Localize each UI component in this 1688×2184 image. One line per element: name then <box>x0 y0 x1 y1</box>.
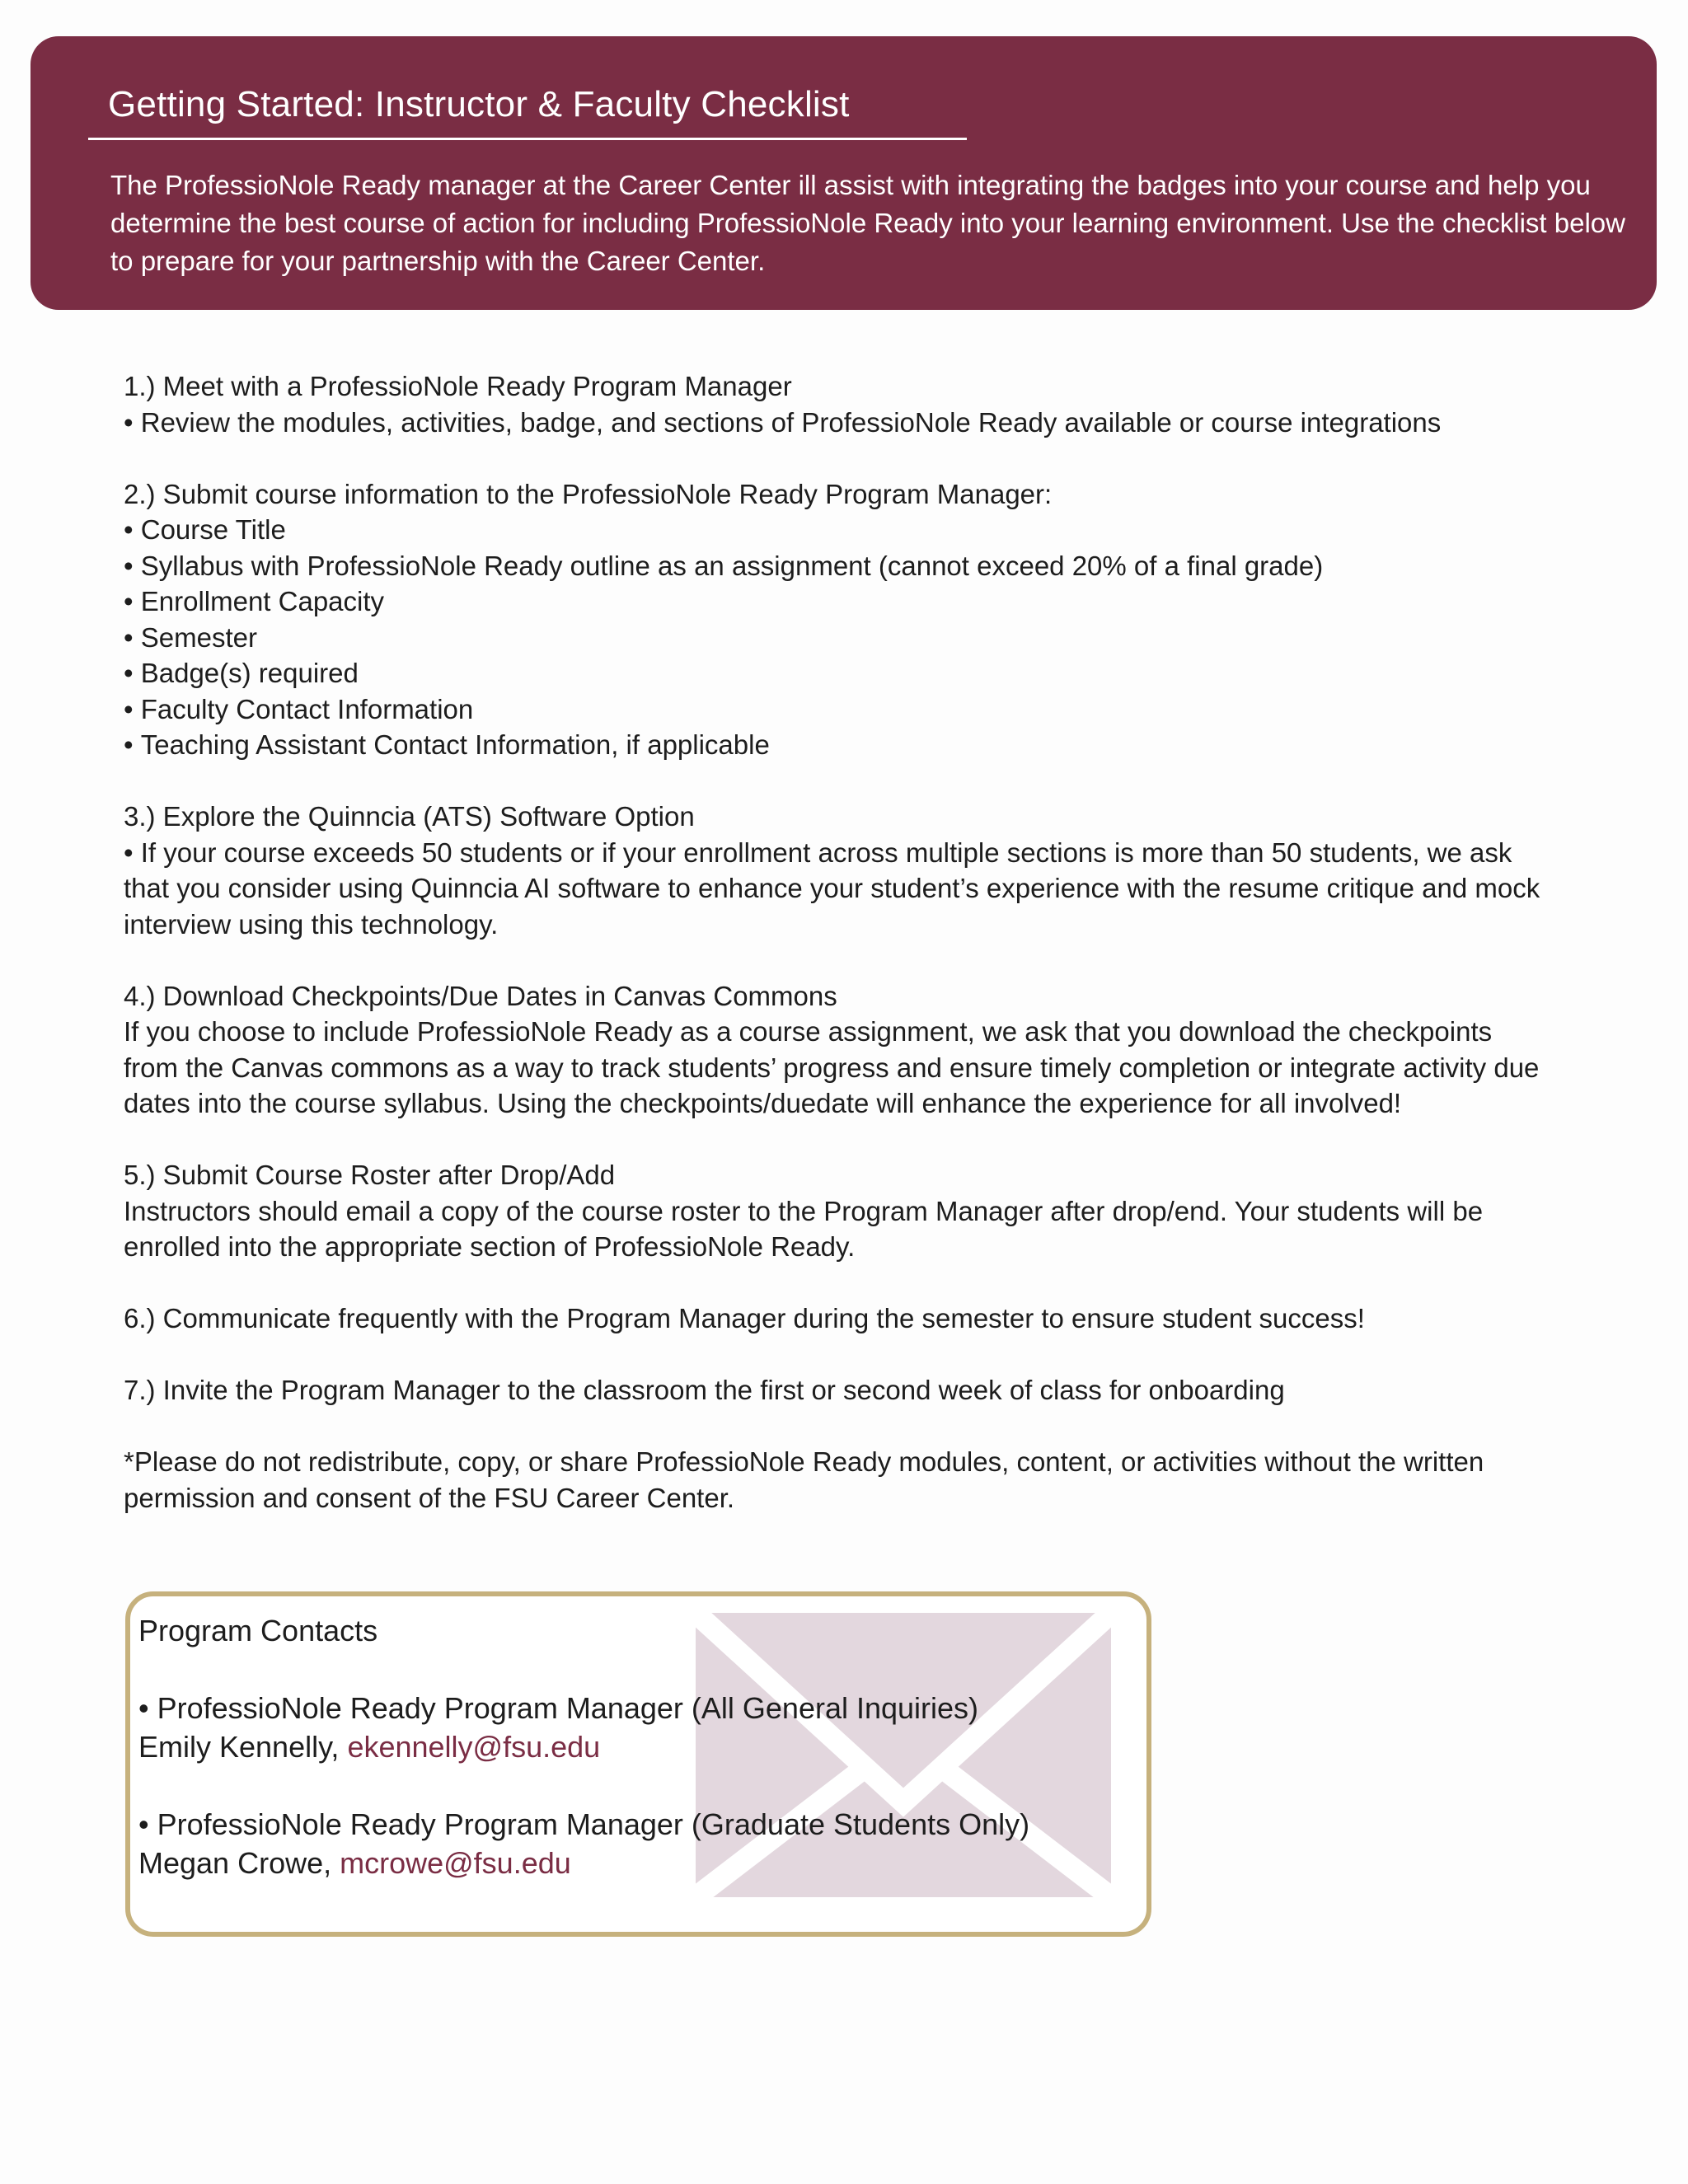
bullet-item: • Faculty Contact Information <box>124 691 1541 728</box>
program-contacts-box <box>125 1591 1151 1937</box>
contact-name: Emily Kennelly, <box>138 1730 348 1764</box>
checklist-heading: 3.) Explore the Quinncia (ATS) Software Option <box>124 801 695 832</box>
contact-email-link[interactable]: ekennelly@fsu.edu <box>347 1730 601 1764</box>
disclaimer <box>124 1444 1541 1516</box>
checklist-item-6 <box>124 1301 1541 1337</box>
contact-entry <box>138 1805 1128 1882</box>
bullet-list <box>124 405 1541 441</box>
checklist-body: If you choose to include ProfessioNole Ready as a course assignment, we ask that you download the checkpoints from the Canvas commons as a way to track students’ progress and ensure timely completion or integrate activity due dates into the course syllabus. Using the checkpoints/duedate will enhance the experience for all involved! <box>124 1016 1540 1118</box>
contact-line <box>138 1727 1128 1766</box>
bullet-item: • Semester <box>124 620 1541 656</box>
bullet-item: • Syllabus with ProfessioNole Ready outline as an assignment (cannot exceed 20% of a final grade) <box>124 548 1541 584</box>
checklist-item-1 <box>124 368 1541 440</box>
checklist-heading: 7.) Invite the Program Manager to the classroom the first or second week of class for onboarding <box>124 1375 1285 1405</box>
disclaimer-text: *Please do not redistribute, copy, or share ProfessioNole Ready modules, content, or activities without the written permission and consent of the FSU Career Center. <box>124 1446 1484 1513</box>
header-banner <box>30 36 1657 310</box>
title-underline <box>88 138 967 140</box>
bullet-item: • Teaching Assistant Contact Information, if applicable <box>124 727 1541 763</box>
intro-paragraph: The ProfessioNole Ready manager at the Career Center ill assist with integrating the badges into your course and help you determine the best course of action for including ProfessioNole Ready into your learning environment. Use the checklist below to prepare for your partnership with the Career Center. <box>110 170 1625 276</box>
contact-role: • ProfessioNole Ready Program Manager (Graduate Students Only) <box>138 1805 1128 1844</box>
bullet-item: • Course Title <box>124 512 1541 548</box>
bullet-list <box>124 835 1541 943</box>
checklist-item-3 <box>124 799 1541 942</box>
checklist-item-2 <box>124 476 1541 763</box>
checklist-item-5 <box>124 1157 1541 1265</box>
contact-name: Megan Crowe, <box>138 1846 340 1880</box>
checklist-heading: 2.) Submit course information to the ProfessioNole Ready Program Manager: <box>124 478 1053 509</box>
checklist-heading: 5.) Submit Course Roster after Drop/Add <box>124 1160 616 1190</box>
checklist-item-7 <box>124 1372 1541 1408</box>
checklist-heading: 6.) Communicate frequently with the Program Manager during the semester to ensure student success! <box>124 1303 1365 1333</box>
bullet-list <box>124 512 1541 763</box>
contacts-text <box>138 1611 1128 1921</box>
contact-role: • ProfessioNole Ready Program Manager (All General Inquiries) <box>138 1689 1128 1727</box>
contact-email-link[interactable]: mcrowe@fsu.edu <box>340 1846 571 1880</box>
bullet-item: • Badge(s) required <box>124 655 1541 691</box>
bullet-item: • Review the modules, activities, badge, and sections of ProfessioNole Ready available or course integrations <box>124 405 1541 441</box>
checklist-heading: 4.) Download Checkpoints/Due Dates in Canvas Commons <box>124 980 837 1011</box>
bullet-item: • Enrollment Capacity <box>124 583 1541 620</box>
bullet-item: • If your course exceeds 50 students or if your enrollment across multiple sections is more than 50 students, we ask that you consider using Quinncia AI software to enhance your student’s experience with the resume critique and mock interview using this technology. <box>124 835 1541 943</box>
checklist-item-4 <box>124 978 1541 1122</box>
contact-line <box>138 1844 1128 1882</box>
checklist <box>124 368 1541 1552</box>
checklist-body: Instructors should email a copy of the course roster to the Program Manager after drop/end. Your students will be enrolled into the appropriate section of ProfessioNole Ready. <box>124 1195 1484 1262</box>
page-title: Getting Started: Instructor & Faculty Checklist <box>108 84 850 124</box>
contact-entry <box>138 1689 1128 1766</box>
checklist-heading: 1.) Meet with a ProfessioNole Ready Program Manager <box>124 371 792 401</box>
contacts-heading: Program Contacts <box>138 1614 378 1647</box>
